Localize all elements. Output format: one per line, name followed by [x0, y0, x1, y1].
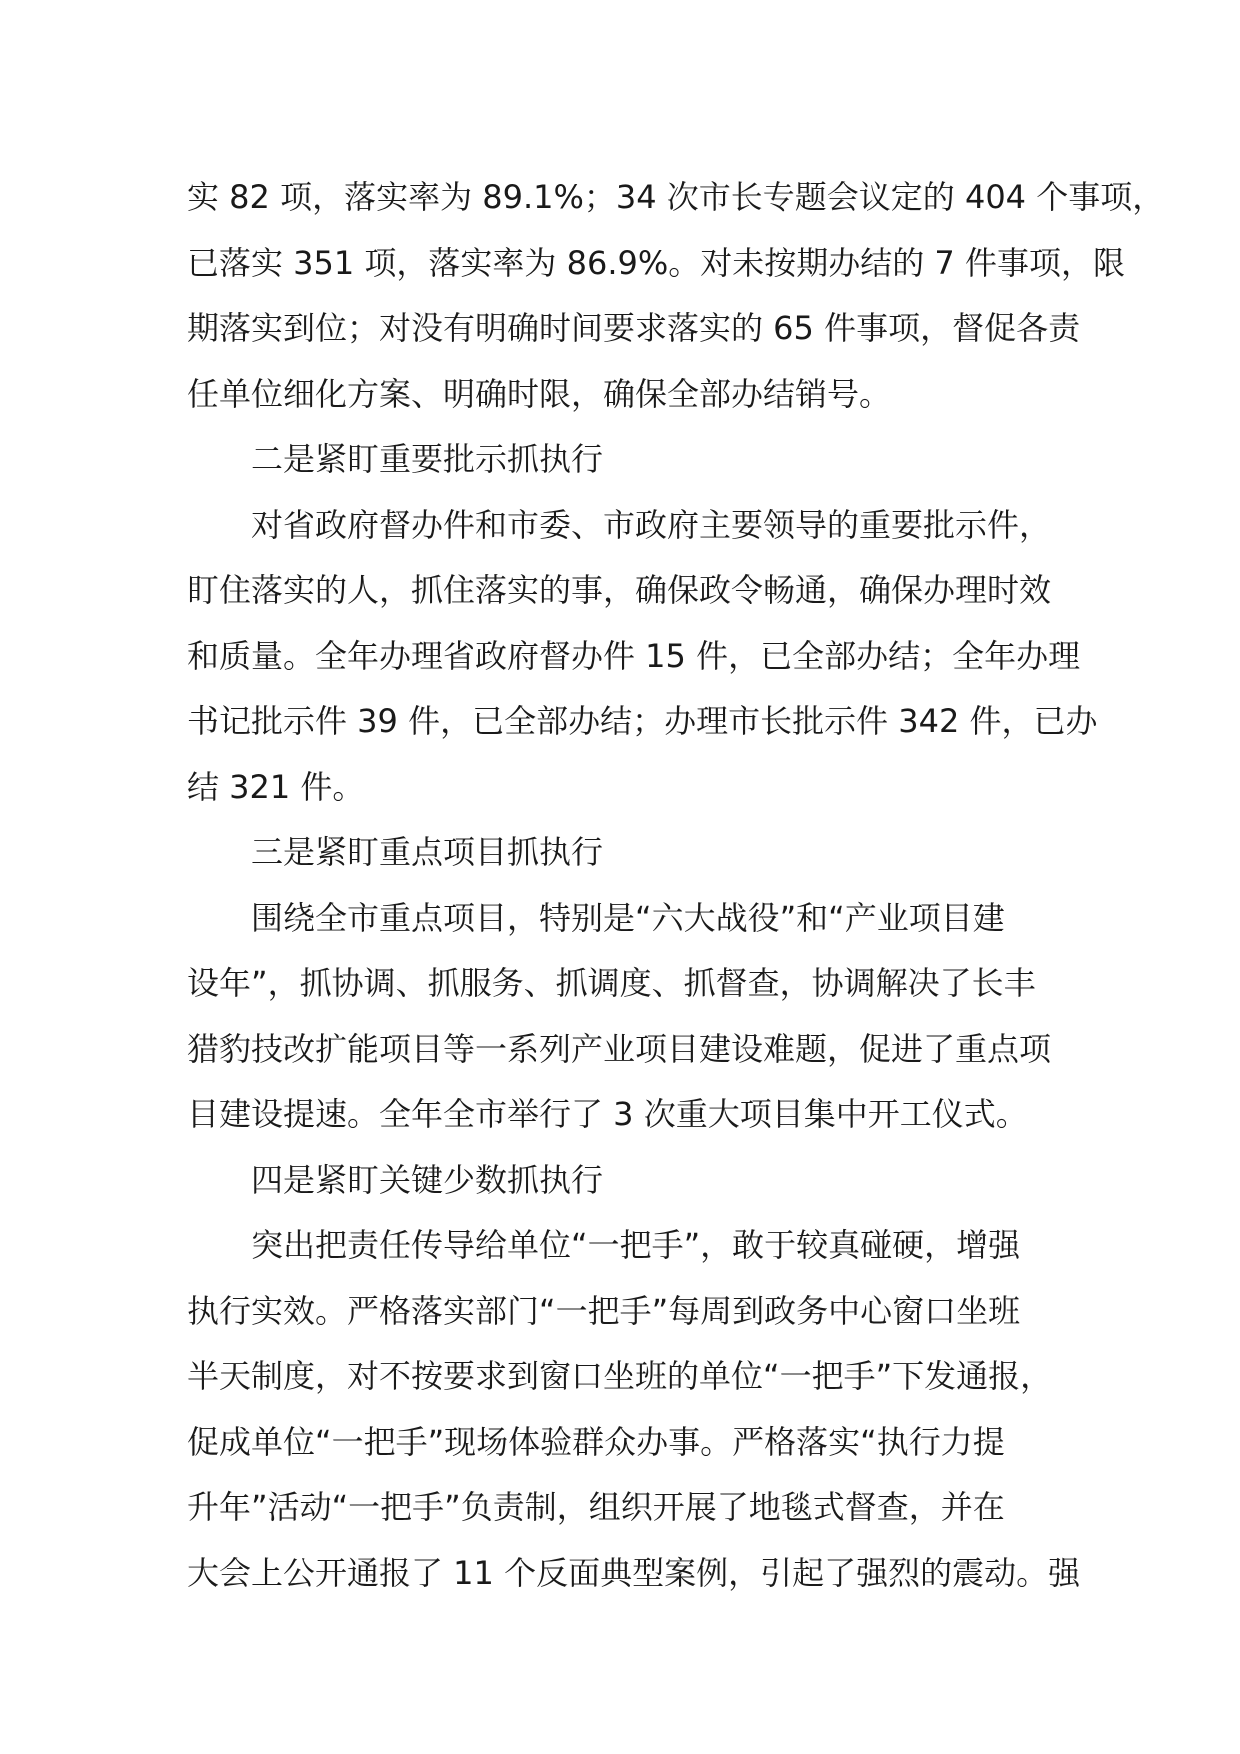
text-line: 设年”，抓协调、抓服务、抓调度、抓督查，协调解决了长丰 [187, 964, 1036, 1002]
text-line: 升年”活动“一把手”负责制，组织开展了地毯式督查，并在 [187, 1488, 1005, 1526]
text-line: 目建设提速。全年全市举行了 3 次重大项目集中开工仪式。 [187, 1095, 1028, 1133]
text-line: 和质量。全年办理省政府督办件 15 件，已全部办结；全年办理 [187, 636, 1081, 675]
text-line: 围绕全市重点项目，特别是“六大战役”和“产业项目建 [251, 898, 1005, 937]
text-line: 半天制度，对不按要求到窗口坐班的单位“一把手”下发通报， [187, 1357, 1053, 1395]
text-line: 猎豹技改扩能项目等一系列产业项目建设难题，促进了重点项 [187, 1029, 1052, 1068]
text-line: 突出把责任传导给单位“一把手”，敢于较真碰硬，增强 [251, 1226, 1021, 1264]
text-line: 已落实 351 项，落实率为 86.9%。对未按期办结的 7 件事项，限 [187, 243, 1125, 282]
text-line: 二是紧盯重要批示抓执行 [251, 440, 604, 478]
text-line: 盯住落实的人，抓住落实的事，确保政令畅通，确保办理时效 [187, 571, 1052, 609]
text-line: 四是紧盯关键少数抓执行 [251, 1160, 604, 1199]
text-line: 任单位细化方案、明确时限，确保全部办结销号。 [187, 374, 892, 413]
document-body [187, 165, 1165, 1606]
text-line: 书记批示件 39 件，已全部办结；办理市长批示件 342 件，已办 [187, 702, 1098, 740]
text-line: 对省政府督办件和市委、市政府主要领导的重要批示件， [251, 505, 1052, 544]
text-line: 大会上公开通报了 11 个反面典型案例，引起了强烈的震动。强 [187, 1553, 1081, 1592]
text-line: 结 321 件。 [187, 767, 365, 806]
text-line: 促成单位“一把手”现场体验群众办事。严格落实“执行力提 [187, 1422, 1005, 1461]
text-line: 期落实到位；对没有明确时间要求落实的 65 件事项，督促各责 [187, 309, 1081, 347]
text-line: 执行实效。严格落实部门“一把手”每周到政务中心窗口坐班 [187, 1291, 1021, 1330]
text-line: 三是紧盯重点项目抓执行 [251, 833, 604, 871]
text-line: 实 82 项，落实率为 89.1%；34 次市长专题会议定的 404 个事项， [187, 178, 1165, 216]
